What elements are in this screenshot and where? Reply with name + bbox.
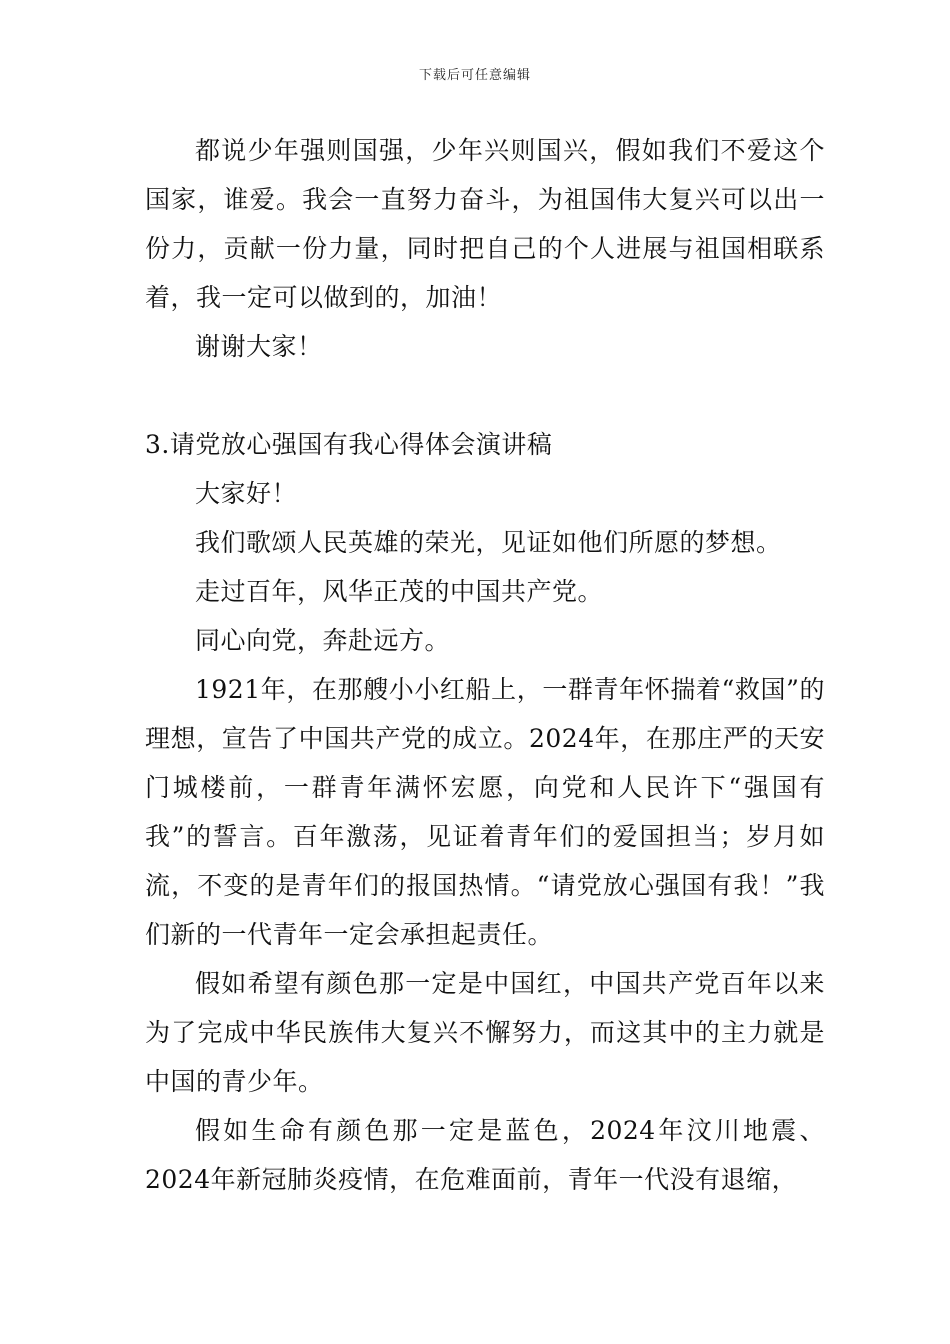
- paragraph-2: 谢谢大家！: [195, 332, 323, 361]
- paragraph-8: 假如希望有颜色那一定是中国红，中国共产党百年以来为了完成中华民族伟大复兴不懈努力，而这其中的主力就是中国的青少年。: [145, 969, 825, 1096]
- paragraph-5: 走过百年，风华正茂的中国共产党。: [195, 577, 604, 606]
- paragraph-3: 大家好！: [195, 479, 298, 508]
- paragraph-1: 都说少年强则国强，少年兴则国兴，假如我们不爱这个国家，谁爱。我会一直努力奋斗，为祖国伟大复兴可以出一份力，贡献一份力量，同时把自己的个人进展与祖国相联系着，我一定可以做到的，加油！: [145, 136, 825, 312]
- section-gap: [145, 371, 825, 420]
- paragraph-9: 假如生命有颜色那一定是蓝色，2024年汶川地震、2024年新冠肺炎疫情，在危难面前，青年一代没有退缩，: [145, 1116, 825, 1194]
- header-note: 下载后可任意编辑: [418, 68, 531, 83]
- paragraph-4: 我们歌颂人民英雄的荣光，见证如他们所愿的梦想。: [195, 528, 782, 557]
- document-body: [145, 126, 825, 1204]
- section-heading: 3.请党放心强国有我心得体会演讲稿: [145, 430, 553, 459]
- paragraph-7: 1921年，在那艘小小红船上，一群青年怀揣着“救国”的理想，宣告了中国共产党的成立。2024年，在那庄严的天安门城楼前，一群青年满怀宏愿，向党和人民许下“强国有我”的誓言。百年激荡，见证着青年们的爱国担当；岁月如流，不变的是青年们的报国热情。“请党放心强国有我！”我们新的一代青年一定会承担起责任。: [145, 675, 825, 949]
- paragraph-6: 同心向党，奔赴远方。: [195, 626, 451, 655]
